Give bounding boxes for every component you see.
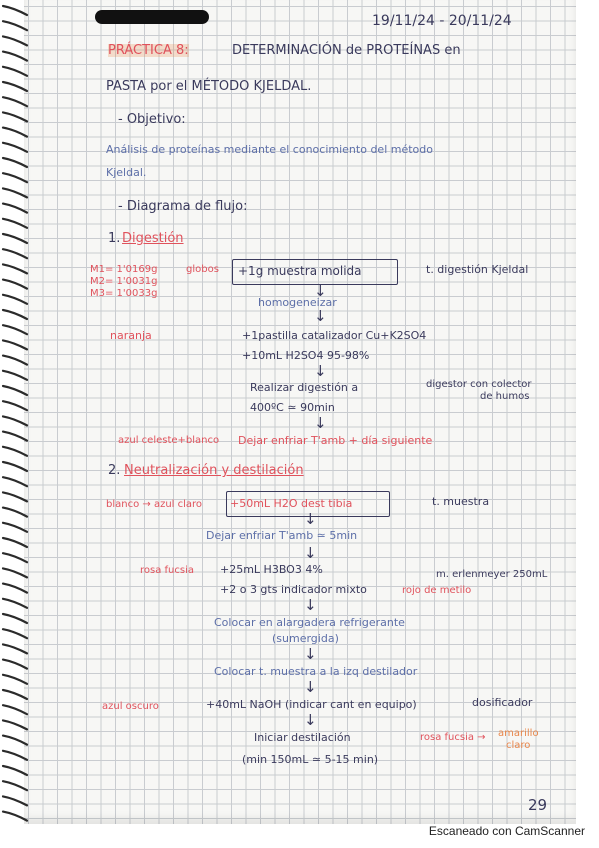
s2-step3: +25mL H3BO3 4% [220,563,323,576]
s2-step7: +40mL NaOH (indicar cant en equipo) [206,698,417,711]
s2-step8-side-a: rosa fucsia → [420,732,486,743]
spiral-ring [3,432,27,441]
spiral-ring [3,477,27,486]
spiral-ring [3,295,27,304]
arrow-down-icon: ↓ [304,678,317,696]
s2-step5-line2: (sumergida) [272,632,339,645]
arrow-down-icon: ↓ [304,510,317,528]
spiral-ring [3,6,27,15]
s1-step1-note: t. digestión Kjeldal [426,263,529,276]
spiral-ring [3,447,27,456]
s2-step4: +2 o 3 gts indicador mixto [220,583,367,596]
title-practice-number: PRÁCTICA 8: [108,43,189,58]
spiral-ring [3,553,27,562]
spiral-ring [3,249,27,258]
spiral-ring [3,340,27,349]
s2-step8-side-b: amarillo [498,728,539,739]
spiral-ring [3,568,27,577]
section1-heading: Digestión [122,231,184,246]
spiral-ring [3,492,27,501]
spiral-ring [3,52,27,61]
spiral-ring [3,173,27,182]
mass-2: M2= 1'0031g [90,276,158,287]
s2-step8: Iniciar destilación [254,731,351,744]
spiral-ring [3,143,27,152]
spiral-ring [3,781,27,790]
arrow-down-icon: ↓ [304,645,317,663]
spiral-ring [3,158,27,167]
section1-number: 1. [108,231,121,246]
title-line1: DETERMINACIÓN de PROTEÍNAS en [232,43,461,58]
spiral-ring [3,751,27,760]
spiral-ring [3,188,27,197]
mass-1: M1= 1'0169g [90,264,158,275]
spiral-ring [3,36,27,45]
s2-step6: Colocar t. muestra a la izq destilador [214,665,418,678]
s2-step7-side: azul oscuro [102,701,159,712]
date-text: 19/11/24 - 20/11/24 [372,13,512,29]
spiral-ring [3,82,27,91]
page-number: 29 [528,796,548,814]
s1-step5-line2: 400ºC ≃ 90min [250,401,335,414]
mass-3: M3= 1'0033g [90,288,158,299]
spiral-ring [3,219,27,228]
spiral-ring [3,660,27,669]
masses-note: globos [186,264,219,275]
spiral-ring [3,736,27,745]
objective-text-line1: Análisis de proteínas mediante el conocimiento del método [106,143,433,156]
spiral-ring [3,371,27,380]
arrow-down-icon: ↓ [304,711,317,729]
s1-step5-line1: Realizar digestión a [250,381,359,394]
section2-heading: Neutralización y destilación [124,463,304,478]
s1-step6: Dejar enfriar T'amb + día siguiente [238,434,433,447]
arrow-down-icon: ↓ [304,596,317,614]
s2-step4-note: rojo de metilo [402,585,472,596]
arrow-down-icon: ↓ [304,544,317,562]
s2-step7-note: dosificador [472,696,533,709]
spiral-ring [3,508,27,517]
spiral-ring [3,720,27,729]
s2-step2: Dejar enfriar T'amb ≃ 5min [206,529,358,542]
s2-step5-line1: Colocar en alargadera refrigerante [214,616,405,629]
spiral-ring [3,523,27,532]
spiral-ring [3,705,27,714]
s1-step5-note-line1: digestor con colector [426,379,532,390]
s2-step1: +50mL H2O dest tibia [230,497,353,510]
objective-text-line2: Kjeldal. [106,166,147,179]
objective-heading: - Objetivo: [118,112,186,127]
section2-number: 2. [108,463,121,478]
spiral-ring [3,128,27,137]
spiral-ring [3,280,27,289]
arrow-down-icon: ↓ [314,307,327,325]
spiral-ring [3,675,27,684]
spiral-ring [3,599,27,608]
spiral-ring [3,67,27,76]
spiral-ring [3,538,27,547]
spiral-ring [3,325,27,334]
spiral-ring [3,234,27,243]
s2-step1-side: blanco → azul claro [106,499,203,510]
s2-step3-side: rosa fucsia [140,565,194,576]
spiral-ring [3,204,27,213]
s1-step3: +1pastilla catalizador Cu+K2SO4 [242,329,427,342]
spiral-ring [3,97,27,106]
spiral-ring [3,386,27,395]
s1-step2: homogeneizar [258,296,337,309]
title-line2: PASTA por el MÉTODO KJELDAL. [106,79,312,94]
spiral-ring [3,629,27,638]
spiral-ring [3,462,27,471]
spiral-ring [3,690,27,699]
redacted-name-bar [95,10,209,24]
spiral-ring [3,264,27,273]
s1-step1: +1g muestra molida [238,264,362,278]
spiral-binding [0,0,30,824]
s2-step9: (min 150mL ≃ 5-15 min) [242,753,379,766]
arrow-down-icon: ↓ [314,282,327,300]
scanner-footer: Escaneado con CamScanner [428,824,585,838]
spiral-ring [3,356,27,365]
spiral-ring [3,310,27,319]
s2-step3-note: m. erlenmeyer 250mL [436,569,548,580]
spiral-ring [3,21,27,30]
spiral-ring [3,766,27,775]
spiral-ring [3,812,27,821]
spiral-ring [3,112,27,121]
arrow-down-icon: ↓ [314,414,327,432]
s1-step3-side: naranja [110,329,152,342]
s1-step4: +10mL H2SO4 95-98% [242,349,370,362]
s1-step5-note-line2: de humos [480,391,530,402]
arrow-down-icon: ↓ [314,362,327,380]
spiral-ring [3,416,27,425]
s2-step8-side-c: claro [506,740,531,751]
flow-diagram-heading: - Diagrama de flujo: [118,199,248,214]
s1-step6-side: azul celeste+blanco [118,435,220,446]
spiral-ring [3,584,27,593]
s2-step1-note: t. muestra [432,495,490,508]
spiral-ring [3,796,27,805]
spiral-ring [3,644,27,653]
spiral-ring [3,614,27,623]
spiral-ring [3,401,27,410]
